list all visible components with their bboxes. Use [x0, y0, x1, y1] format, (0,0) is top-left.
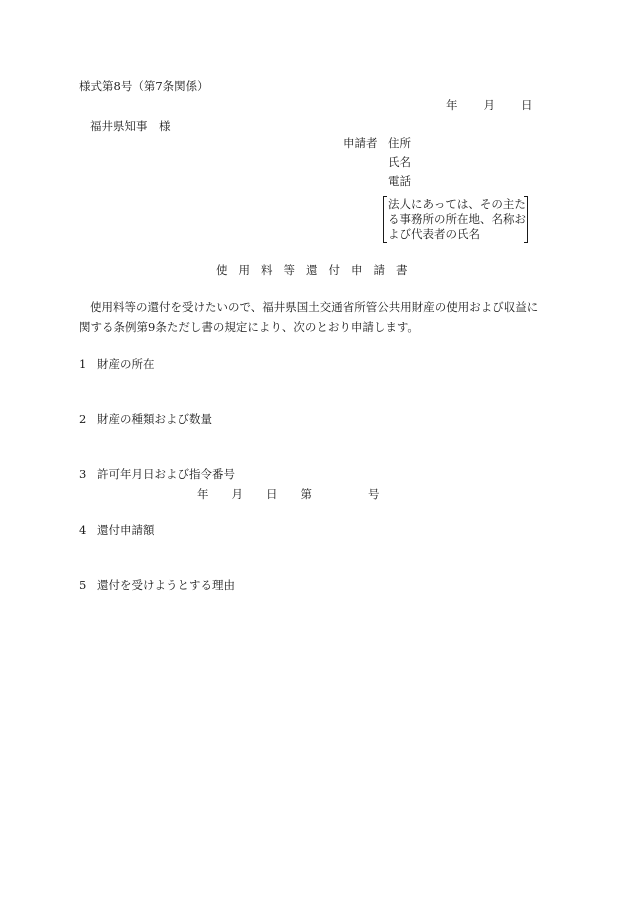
item-number: 3: [79, 467, 87, 481]
applicant-name-label: 氏名: [388, 155, 411, 169]
corporate-note-line: 法人にあっては、その主た: [388, 197, 526, 211]
item-label: 許可年月日および指令番号: [97, 467, 235, 481]
permit-year: 年: [197, 487, 209, 501]
permit-dai: 第: [300, 487, 312, 501]
item-label: 財産の種類および数量: [97, 412, 212, 426]
title-char: 料: [261, 263, 273, 277]
corporate-note: [383, 196, 528, 242]
date-month: 月: [483, 98, 495, 112]
body-text-line-1: 使用料等の還付を受けたいので、福井県国土交通省所管公共用財産の使用および収益に: [90, 300, 539, 314]
body-text-line-2: 関する条例第9条ただし書の規定により、次のとおり申請します。: [79, 320, 419, 334]
date-year: 年: [446, 98, 458, 112]
item-label: 還付を受けようとする理由: [97, 578, 235, 592]
corporate-note-line: よび代表者の氏名: [388, 227, 480, 241]
left-bracket: [383, 196, 387, 243]
item-label: 財産の所在: [97, 357, 155, 371]
title-char: 使: [216, 263, 228, 277]
permit-day: 日: [266, 487, 278, 501]
addressee: 福井県知事 様: [90, 119, 171, 133]
title-char: 還: [306, 263, 318, 277]
title-char: 付: [328, 263, 340, 277]
item-number: 1: [79, 357, 87, 371]
permit-month: 月: [231, 487, 243, 501]
corporate-note-line: る事務所の所在地、名称お: [388, 212, 526, 226]
item-label: 還付申請額: [97, 523, 155, 537]
date-line: [446, 100, 533, 112]
applicant-phone-label: 電話: [388, 174, 411, 188]
title-char: 請: [373, 263, 385, 277]
permit-date-row: [197, 489, 380, 501]
item-number: 5: [79, 578, 87, 592]
permit-go: 号: [368, 487, 380, 501]
date-day: 日: [521, 98, 533, 112]
title-char: 申: [351, 263, 363, 277]
item-number: 4: [79, 523, 87, 537]
applicant-address-label: 住所: [388, 136, 411, 150]
title-char: 等: [283, 263, 295, 277]
form-number: 様式第8号（第7条関係）: [79, 79, 209, 93]
document-title: [216, 265, 408, 277]
item-number: 2: [79, 412, 87, 426]
applicant-label: 申請者: [343, 136, 378, 150]
title-char: 用: [238, 263, 250, 277]
title-char: 書: [396, 263, 408, 277]
